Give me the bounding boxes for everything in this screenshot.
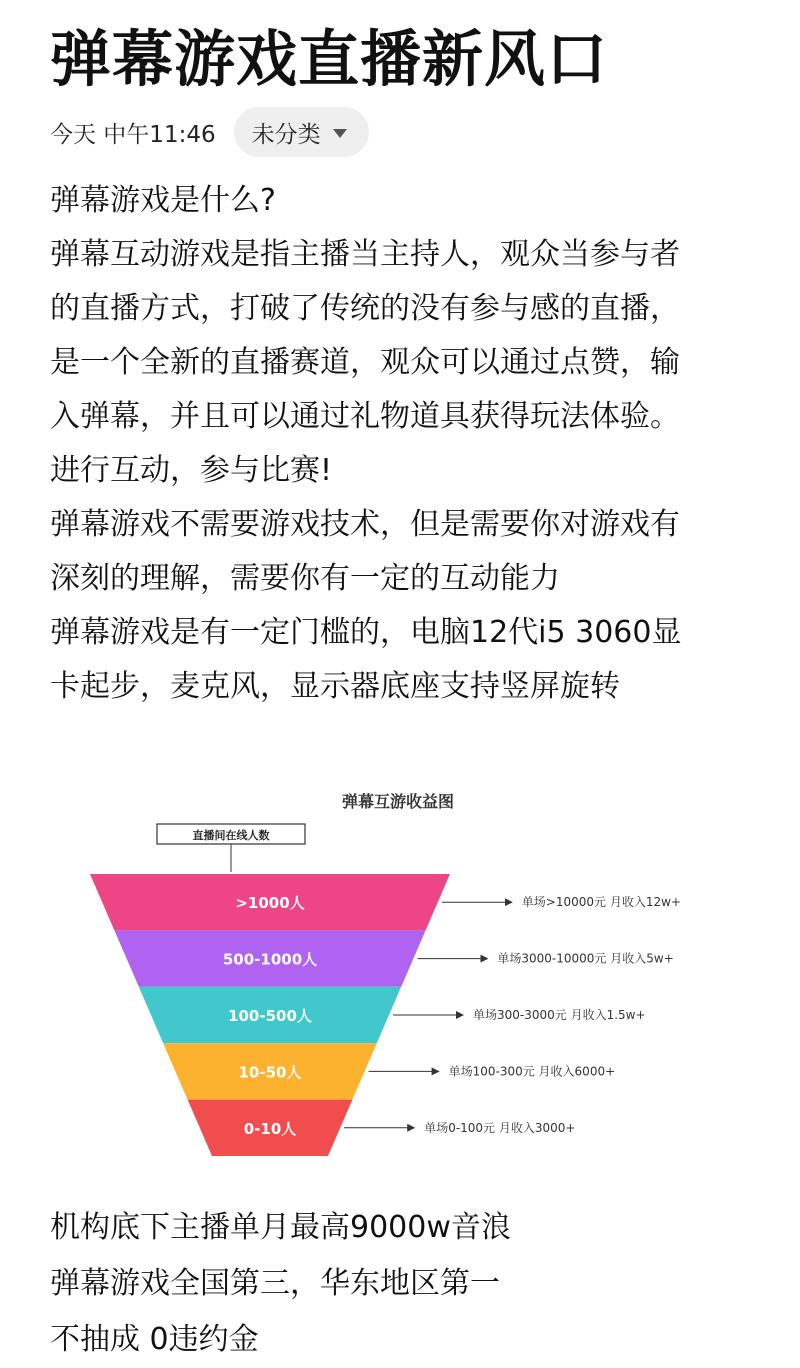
body-line: 弹幕游戏不需要游戏技术，但是需要你对游戏有 bbox=[50, 507, 680, 542]
online-count-box-label: 直播间在线人数 bbox=[192, 829, 270, 842]
body-line: 卡起步，麦克风，显示器底座支持竖屏旋转 bbox=[50, 669, 620, 704]
body-line: 深刻的理解，需要你有一定的互动能力 bbox=[50, 561, 560, 596]
timestamp: 今天 中午11:46 bbox=[50, 121, 216, 148]
funnel-layer-note: 单场300-3000元 月收入1.5w+ bbox=[473, 1008, 646, 1022]
funnel-layer-label: >1000人 bbox=[235, 894, 305, 913]
funnel-diagram bbox=[40, 770, 760, 1180]
body-line: 弹幕互动游戏是指主播当主持人，观众当参与者 bbox=[50, 237, 680, 272]
funnel-layer-label: 0-10人 bbox=[243, 1119, 297, 1138]
body-line: 是一个全新的直播赛道，观众可以通过点赞，输 bbox=[50, 345, 680, 380]
category-label: 未分类 bbox=[251, 121, 321, 148]
article-title: 弹幕游戏直播新风口 bbox=[50, 24, 609, 95]
funnel-layer-label: 10-50人 bbox=[238, 1063, 302, 1082]
funnel-layer-note: 单场100-300元 月收入6000+ bbox=[448, 1064, 616, 1079]
category-dropdown[interactable] bbox=[234, 107, 369, 157]
body-line: 进行互动，参与比赛! bbox=[50, 453, 333, 488]
body-line: 的直播方式，打破了传统的没有参与感的直播， bbox=[50, 291, 680, 326]
figure-title: 弹幕互游收益图 bbox=[341, 792, 455, 811]
revenue-funnel-figure bbox=[40, 770, 760, 1180]
footer-line: 弹幕游戏全国第三，华东地区第一 bbox=[50, 1266, 500, 1301]
funnel-layers bbox=[90, 874, 681, 1156]
funnel-layer-note: 单场3000-10000元 月收入5w+ bbox=[497, 951, 674, 966]
funnel-layer-label: 500-1000人 bbox=[222, 950, 318, 969]
funnel-layer-label: 100-500人 bbox=[228, 1007, 312, 1025]
article-footer bbox=[50, 1200, 770, 1368]
funnel-layer-note: 单场0-100元 月收入3000+ bbox=[424, 1120, 576, 1135]
chevron-down-icon bbox=[333, 129, 347, 138]
funnel-layer-note: 单场>10000元 月收入12w+ bbox=[521, 895, 681, 910]
body-line: 弹幕游戏是什么? bbox=[50, 183, 276, 218]
article-body bbox=[50, 174, 770, 714]
footer-line: 不抽成 0违约金 bbox=[50, 1322, 259, 1357]
footer-line: 机构底下主播单月最高9000w音浪 bbox=[50, 1210, 511, 1245]
body-line: 弹幕游戏是有一定门槛的，电脑12代i5 3060显 bbox=[50, 615, 682, 650]
article-meta bbox=[50, 106, 369, 158]
body-line: 入弹幕，并且可以通过礼物道具获得玩法体验。 bbox=[50, 399, 680, 434]
